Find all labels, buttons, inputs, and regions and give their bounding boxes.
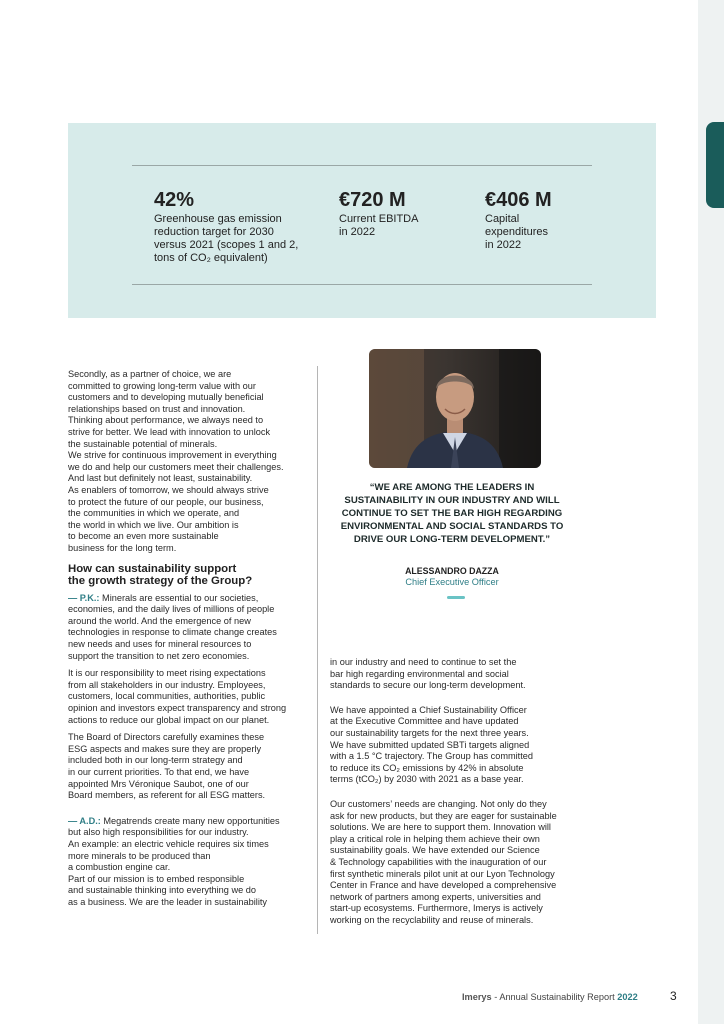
section-tab[interactable] <box>706 122 724 208</box>
board-paragraph: The Board of Directors carefully examines these ESG aspects and makes sure they are properly included both in our long-term strategy and in our current priorities. To that end, we have appointed Mrs Véronique Saubot, one of our Board members, as referent for all ESG matters. <box>68 732 266 801</box>
page-number: 3 <box>670 989 677 1003</box>
stat-description: Capital expenditures in 2022 <box>485 213 548 251</box>
customers-paragraph: Our customers’ needs are changing. Not only do they ask for new products, but they are eager for sustainable solutions. We are here to support them. Innovation will play a critical role in helping them achieve their own sustainability goals. We have extended our Science & Technology capabilities with the inauguration of our first synthetic minerals pilot unit at our Lyon Technology Center in France and have developed a comprehensive network of partners among experts, universities and start-up ecosystems. Furthermore, Imerys is actively working on the recyclability and reuse of minerals. <box>330 798 557 925</box>
footer-year: 2022 <box>617 992 638 1002</box>
stat-capex <box>485 189 595 252</box>
ceo-quote: “WE ARE AMONG THE LEADERS IN SUSTAINABILITY IN OUR INDUSTRY AND WILL CONTINUE TO SET THE BAR HIGH REGARDING ENVIRONMENTAL AND SOCIAL STANDARDS TO DRIVE OUR LONG-TERM DEVELOPMENT.” <box>340 482 564 545</box>
stat-value: €720 M <box>339 189 406 211</box>
stat-ghg-target <box>154 189 324 265</box>
pk-answer: — P.K.: Minerals are essential to our societies, economies, and the daily lives of millions of people around the world. And the emergence of new technologies in response to climate change creates new needs and uses for mineral resources to support the transition to net zero economies. <box>68 592 277 661</box>
author-title: Chief Executive Officer <box>405 577 499 587</box>
ceo-portrait <box>369 349 541 468</box>
left-column <box>68 369 308 915</box>
continuation-paragraph: in our industry and need to continue to set the bar high regarding environmental and social standards to secure our long-term development. <box>330 657 526 691</box>
cso-paragraph: We have appointed a Chief Sustainability Officer at the Executive Committee and have updated our sustainability targets for the next three years. We have submitted updated SBTi targets aligned with a 1.5 °C trajectory. The Group has committed to reduce its CO₂ emissions by 42% in absolute terms (tCO₂) by 2030 with 2021 as a base year. <box>330 704 533 785</box>
footer-brand: Imerys <box>462 992 492 1002</box>
ad-answer: — A.D.: Megatrends create many new opportunities but also high responsibilities for our industry. An example: an electric vehicle requires six times more minerals to be produced than a combustion engine car. Part of our mission is to embed responsible and sustainable thinking into everything we do as a business. We are the leader in sustainability <box>68 815 280 907</box>
section-heading: How can sustainability support the growth strategy of the Group? <box>68 562 253 588</box>
stat-description: Current EBITDA in 2022 <box>339 213 419 238</box>
intro-paragraph: Secondly, as a partner of choice, we are committed to growing long-term value with our customers and to developing mutually beneficial relationships based on trust and innovation. Thinking about performance, we always need to strive for better. We lead with innovation to unlock the sustainable potential of minerals. We strive for continuous improvement in everything we do and help our customers meet their challenges. And last but definitely not least, sustainability. As enablers of tomorrow, we should always strive to protect the future of our people, our business, the communities in which we operate, and the world in which we live. Our ambition is to become an even more sustainable business for the long term. <box>68 369 284 553</box>
quote-author <box>338 566 566 588</box>
stat-description: Greenhouse gas emission reduction target for 2030 versus 2021 (scopes 1 and 2, tons of CO₂ equivalent) <box>154 213 299 264</box>
panel-bottom-rule <box>132 284 592 285</box>
responsibility-paragraph: It is our responsibility to meet rising expectations from all stakeholders in our industry. Employees, customers, local communities, authorities, public opinion and investors expect transparency and strong actions to reduce our global impact on our planet. <box>68 668 287 725</box>
stat-ebitda <box>339 189 469 239</box>
author-name: ALESSANDRO DAZZA <box>405 566 499 576</box>
right-column <box>330 657 580 932</box>
page-footer: Imerys - Annual Sustainability Report 2022 <box>462 992 638 1002</box>
speaker-ad: — A.D.: <box>68 815 101 826</box>
panel-top-rule <box>132 165 592 166</box>
footer-report: Annual Sustainability Report <box>499 992 618 1002</box>
quote-accent-dash <box>447 596 465 599</box>
stat-value: €406 M <box>485 189 552 211</box>
column-divider <box>317 366 318 934</box>
speaker-pk: — P.K.: <box>68 592 100 603</box>
stat-value: 42% <box>154 189 195 211</box>
